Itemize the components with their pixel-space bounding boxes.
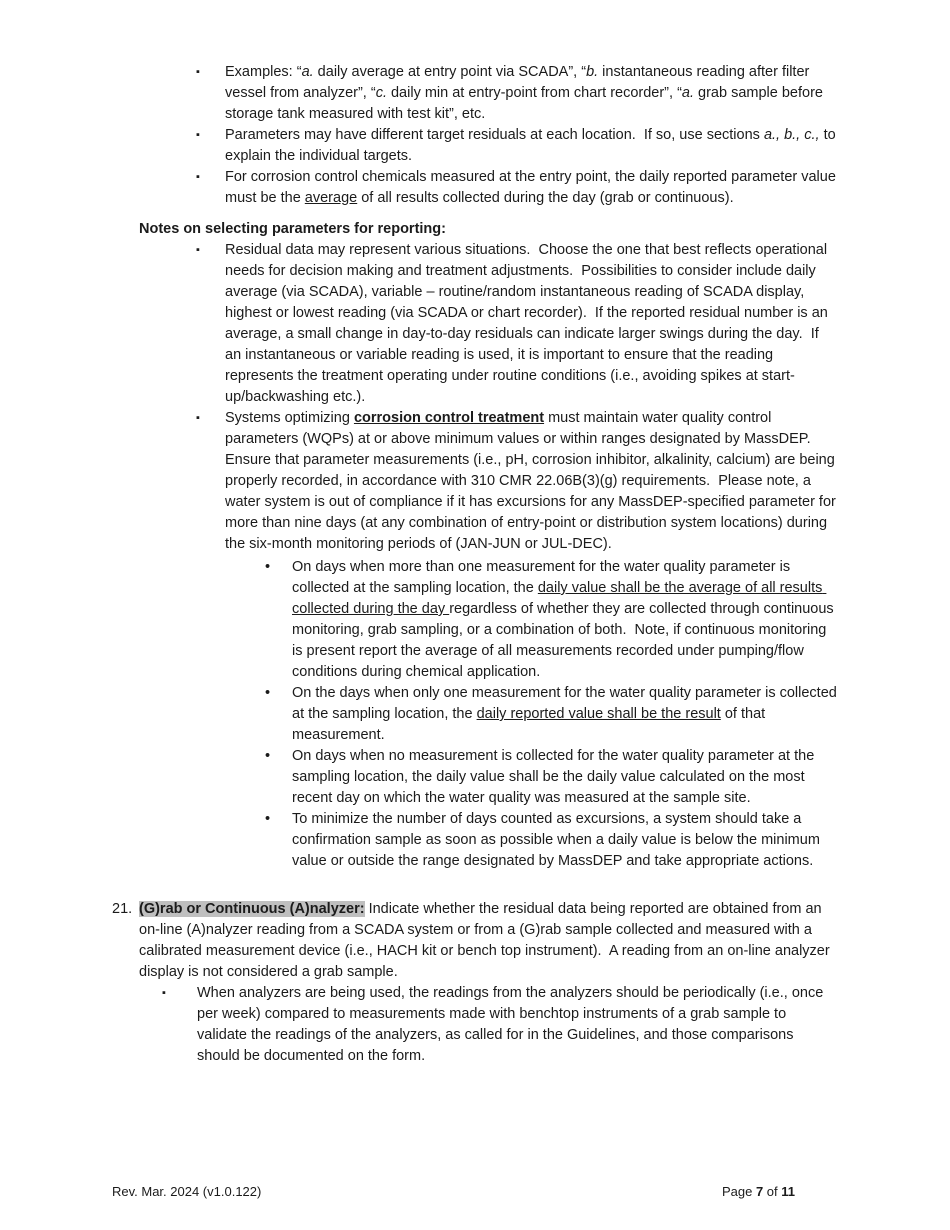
square-bullet-icon: ▪ — [196, 129, 200, 141]
list-item — [0, 408, 838, 555]
numbered-item-21 — [0, 899, 838, 983]
section-heading: Notes on selecting parameters for reporting: — [139, 221, 446, 237]
item-number: 21. — [112, 901, 133, 917]
list-item-text: On days when more than one measurement for the water quality parameter is collected at the sampling location, the daily value shall be the average of all results collected during the day regardless of whether they are collected through continuous monitoring, grab sampling, or a combination of both. Note, if continuous monitoring is present report the average of all measurements recorded under pumping/flow conditions during chemical application. — [292, 559, 838, 680]
list-item — [0, 809, 838, 872]
square-bullet-icon: ▪ — [196, 244, 200, 256]
square-bullet-icon: ▪ — [162, 987, 166, 999]
list-item — [0, 557, 838, 683]
square-bullet-icon: ▪ — [196, 412, 200, 424]
item-text: (G)rab or Continuous (A)nalyzer: Indicate whether the residual data being reported are obtained from an on-line (A)nalyzer reading from a SCADA system or from a (G)rab sample collected and measured with a calibrated measurement device (i.e., HACH kit or bench top instrument). A reading from an on-line analyzer display is not considered a grab sample. — [139, 901, 834, 980]
list-item — [0, 746, 838, 809]
round-bullet-icon: • — [265, 811, 271, 827]
list-item — [0, 62, 838, 125]
list-item-text: Systems optimizing corrosion control treatment must maintain water quality control parameters (WQPs) at or above minimum values or within ranges designated by MassDEP. Ensure that parameter measurements (i.e., pH, corrosion inhibitor, alkalinity, calcium) are being properly recorded, in accordance with 310 CMR 22.06B(3)(g) requirements. Please note, a water system is out of compliance if it has excursions for any MassDEP-specified parameter for more than nine days (at any combination of entry-point or distribution system locations) during the six-month monitoring periods of (JAN-JUN or JUL-DEC). — [225, 410, 840, 552]
list-item-text: On the days when only one measurement for the water quality parameter is collected at the sampling location, the daily reported value shall be the result of that measurement. — [292, 685, 841, 743]
list-item-text: Examples: “a. daily average at entry point via SCADA”, “b. instantaneous reading after filter vessel from analyzer”, “c. daily min at entry-point from chart recorder”, “a. grab sample before storage tank measured with test kit”, etc. — [225, 64, 827, 122]
round-bullet-icon: • — [265, 748, 271, 764]
list-item-text: Parameters may have different target residuals at each location. If so, use sections a., b., c., to explain the individual targets. — [225, 127, 840, 164]
list-item — [0, 240, 838, 408]
list-item — [0, 167, 838, 209]
square-bullet-icon: ▪ — [196, 171, 200, 183]
bullet-sublist-item-21 — [0, 983, 838, 1067]
bullet-list-top — [0, 62, 838, 209]
list-item — [0, 125, 838, 167]
list-item — [0, 983, 838, 1067]
round-bullet-icon: • — [265, 559, 271, 575]
list-item-text: Residual data may represent various situations. Choose the one that best reflects operational needs for decision making and treatment adjustments. Possibilities to consider include daily average (via SCADA), variable – routine/random instantaneous reading of SCADA display, highest or lowest reading (via SCADA or chart recorder). If the reported residual number is an average, a small change in day-to-day residuals can indicate larger swings during the day. If an instantaneous or variable reading is used, it is important to ensure that the reading represents the treatment operating under routine conditions (i.e., avoiding spikes at start-up/backwashing etc.). — [225, 242, 832, 405]
round-bullet-icon: • — [265, 685, 271, 701]
list-item-text: To minimize the number of days counted as excursions, a system should take a confirmation sample as soon as possible when a daily value is below the minimum value or outside the range designated by MassDEP and take appropriate actions. — [292, 811, 824, 869]
footer-page-info: Page 7 of 11 — [721, 1184, 795, 1199]
list-item-text: For corrosion control chemicals measured at the entry point, the daily reported parameter value must be the average of all results collected during the day (grab or continuous). — [225, 169, 840, 206]
footer-revision: Rev. Mar. 2024 (v1.0.122) — [112, 1184, 262, 1199]
list-item-text: On days when no measurement is collected for the water quality parameter at the sampling location, the daily value shall be the daily value calculated on the most recent day on which the water quality was measured at the sample site. — [292, 748, 819, 806]
list-item — [0, 683, 841, 746]
bullet-sublist-daily-values — [0, 557, 841, 872]
bullet-list-notes — [0, 240, 838, 555]
square-bullet-icon: ▪ — [196, 66, 200, 78]
list-item-text: When analyzers are being used, the readings from the analyzers should be periodically (i.e., once per week) compared to measurements made with benchtop instruments of a grab sample to validate the readings of the analyzers, as called for in the Guidelines, and those comparisons should be documented on the form. — [197, 985, 828, 1064]
